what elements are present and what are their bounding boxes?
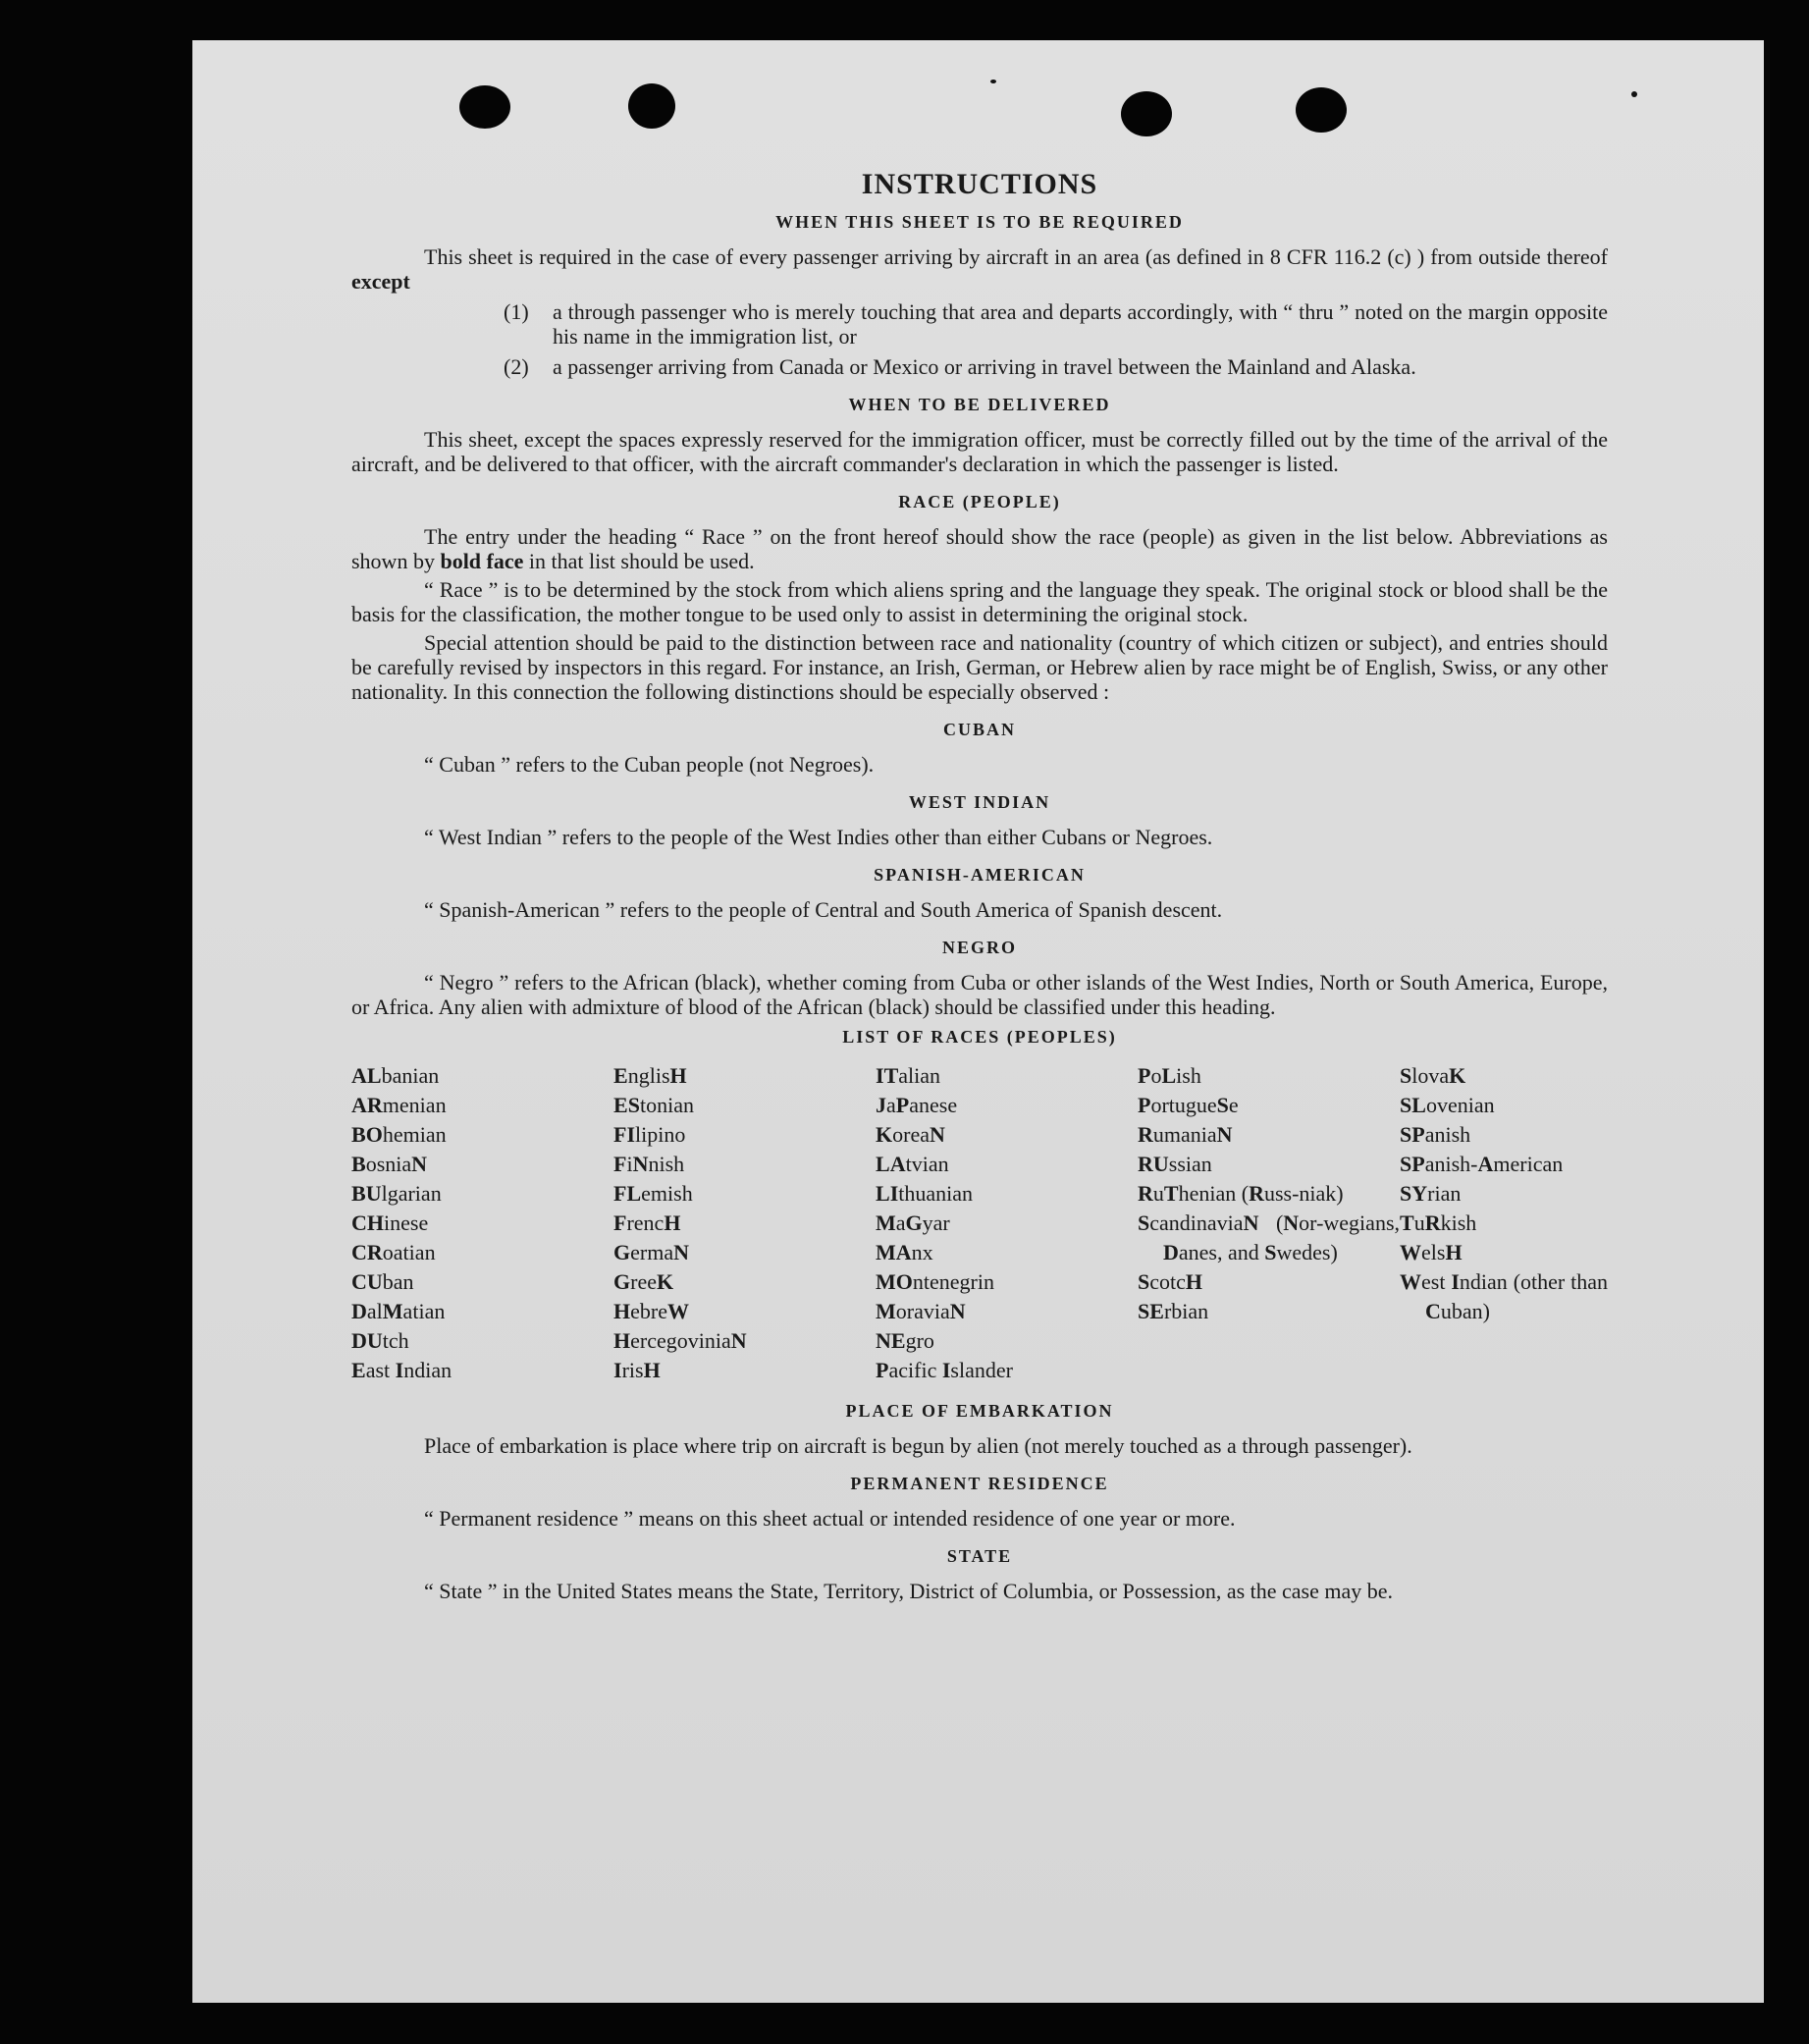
race-item: MoraviaN <box>876 1299 966 1323</box>
section-heading: PLACE OF EMBARKATION <box>845 1401 1114 1421</box>
race-item: KoreaN <box>876 1122 945 1147</box>
paragraph: “ Negro ” refers to the African (black), whether coming from Cuba or other islands of the West Indies, North or South America, Europe, or Africa. Any alien with admixture of blood of the African (black) should be classified under this heading. <box>351 970 1608 1019</box>
punch-hole <box>1121 91 1172 136</box>
punch-hole <box>1296 87 1347 133</box>
race-item: SPanish <box>1400 1122 1471 1147</box>
instructions-content <box>351 168 1608 1607</box>
race-item: SPanish-American <box>1400 1152 1564 1176</box>
race-item: IrisH <box>613 1358 661 1382</box>
race-item: ARmenian <box>351 1093 447 1117</box>
race-item: RuThenian (Russ-niak) <box>1138 1181 1344 1206</box>
page-title: INSTRUCTIONS <box>861 168 1098 200</box>
paragraph: Place of embarkation is place where trip on aircraft is begun by alien (not merely touched as a through passenger). <box>424 1433 1412 1458</box>
race-item: East Indian <box>351 1358 452 1382</box>
section-heading: LIST OF RACES (PEOPLES) <box>842 1027 1117 1047</box>
paragraph: This sheet is required in the case of every passenger arriving by aircraft in an area (as defined in 8 CFR 116.2 (c) ) from outside thereof except <box>351 244 1608 294</box>
race-item: SLovenian <box>1400 1093 1495 1117</box>
race-item: MaGyar <box>876 1210 950 1235</box>
race-item: MAnx <box>876 1240 933 1264</box>
punch-hole <box>459 85 510 129</box>
race-column <box>351 1061 613 1385</box>
speck <box>1631 91 1637 97</box>
section-heading: SPANISH-AMERICAN <box>874 865 1086 885</box>
race-item: SYrian <box>1400 1181 1462 1206</box>
race-item: SErbian <box>1138 1299 1209 1323</box>
race-item: NEgro <box>876 1328 934 1353</box>
race-item: EStonian <box>613 1093 694 1117</box>
race-item: PoLish <box>1138 1063 1201 1088</box>
section-heading: PERMANENT RESIDENCE <box>850 1474 1109 1493</box>
paragraph: “ West Indian ” refers to the people of the West Indies other than either Cubans or Negroes. <box>424 825 1213 849</box>
list-item: (1) a through passenger who is merely touching that area and departs accordingly, with “ thru ” noted on the margin opposite his name in the immigration list, or <box>504 299 1608 349</box>
race-item: CUban <box>351 1269 414 1294</box>
race-item: BUlgarian <box>351 1181 442 1206</box>
section-heading: NEGRO <box>941 938 1017 957</box>
race-item: TuRkish <box>1400 1210 1477 1235</box>
race-item: SlovaK <box>1400 1063 1466 1088</box>
list-item: (2) a passenger arriving from Canada or Mexico or arriving in travel between the Mainland and Alaska. <box>504 354 1416 379</box>
race-item: HebreW <box>613 1299 689 1323</box>
paragraph: This sheet, except the spaces expressly reserved for the immigration officer, must be correctly filled out by the time of the arrival of the aircraft, and be delivered to that officer, with the aircraft commander's declaration in which the passenger is listed. <box>351 427 1608 476</box>
paragraph: “ Race ” is to be determined by the stock from which aliens spring and the language they speak. The original stock or blood shall be the basis for the classification, the mother tongue to be used only to assist in determining the original stock. <box>351 577 1608 626</box>
race-item: BosniaN <box>351 1152 428 1176</box>
race-column <box>876 1061 1138 1385</box>
speck <box>990 80 996 83</box>
race-item: ScotcH <box>1138 1269 1203 1294</box>
race-item: CRoatian <box>351 1240 436 1264</box>
section-heading: WEST INDIAN <box>908 792 1051 812</box>
section-heading: STATE <box>946 1546 1013 1566</box>
race-column <box>613 1061 876 1385</box>
race-item: West Indian (other than Cuban) <box>1400 1269 1609 1323</box>
race-item: MOntenegrin <box>876 1269 994 1294</box>
section-heading: RACE (PEOPLE) <box>898 492 1061 511</box>
race-item: ITalian <box>876 1063 941 1088</box>
race-item: BOhemian <box>351 1122 447 1147</box>
race-item: WelsH <box>1400 1240 1463 1264</box>
race-item: GreeK <box>613 1269 674 1294</box>
race-list <box>351 1061 1608 1385</box>
race-item: FrencH <box>613 1210 681 1235</box>
paragraph: The entry under the heading “ Race ” on the front hereof should show the race (people) as given in the list below. Abbreviations as shown by bold face in that list should be used. <box>351 524 1608 573</box>
paragraph: “ Spanish-American ” refers to the people of Central and South America of Spanish descent. <box>424 897 1223 922</box>
race-item: RumaniaN <box>1138 1122 1233 1147</box>
document-page <box>192 40 1764 2003</box>
paragraph: “ Cuban ” refers to the Cuban people (not Negroes). <box>424 752 875 777</box>
race-item: LIthuanian <box>876 1181 974 1206</box>
race-item: DalMatian <box>351 1299 446 1323</box>
race-item: PortugueSe <box>1138 1093 1239 1117</box>
section-heading: WHEN THIS SHEET IS TO BE REQUIRED <box>775 212 1184 232</box>
race-item: HercegoviniaN <box>613 1328 747 1353</box>
race-item: Pacific Islander <box>876 1358 1013 1382</box>
race-column <box>1400 1061 1608 1385</box>
race-item: DUtch <box>351 1328 409 1353</box>
race-item: LAtvian <box>876 1152 949 1176</box>
race-item: JaPanese <box>876 1093 958 1117</box>
race-item: FLemish <box>613 1181 693 1206</box>
race-item: GermaN <box>613 1240 689 1264</box>
section-heading: CUBAN <box>942 720 1016 739</box>
race-column <box>1138 1061 1400 1385</box>
section-heading: WHEN TO BE DELIVERED <box>848 395 1111 414</box>
race-item: EnglisH <box>613 1063 687 1088</box>
paragraph: “ State ” in the United States means the State, Territory, District of Columbia, or Possession, as the case may be. <box>424 1579 1394 1603</box>
race-item: FiNnish <box>613 1152 685 1176</box>
race-item: CHinese <box>351 1210 429 1235</box>
paragraph: Special attention should be paid to the distinction between race and nationality (country of which citizen or subject), and entries should be carefully revised by inspectors in this regard. For instance, an Irish, German, or Hebrew alien by race might be of English, Swiss, or any other nationality. In this connection the following distinctions should be especially observed : <box>351 630 1608 704</box>
race-item: ALbanian <box>351 1063 440 1088</box>
paragraph: “ Permanent residence ” means on this sheet actual or intended residence of one year or more. <box>424 1506 1236 1531</box>
punch-hole <box>628 83 675 129</box>
race-item: RUssian <box>1138 1152 1212 1176</box>
race-item: ScandinaviaN (Nor-wegians, Danes, and Swedes) <box>1138 1210 1400 1264</box>
race-item: FIlipino <box>613 1122 686 1147</box>
